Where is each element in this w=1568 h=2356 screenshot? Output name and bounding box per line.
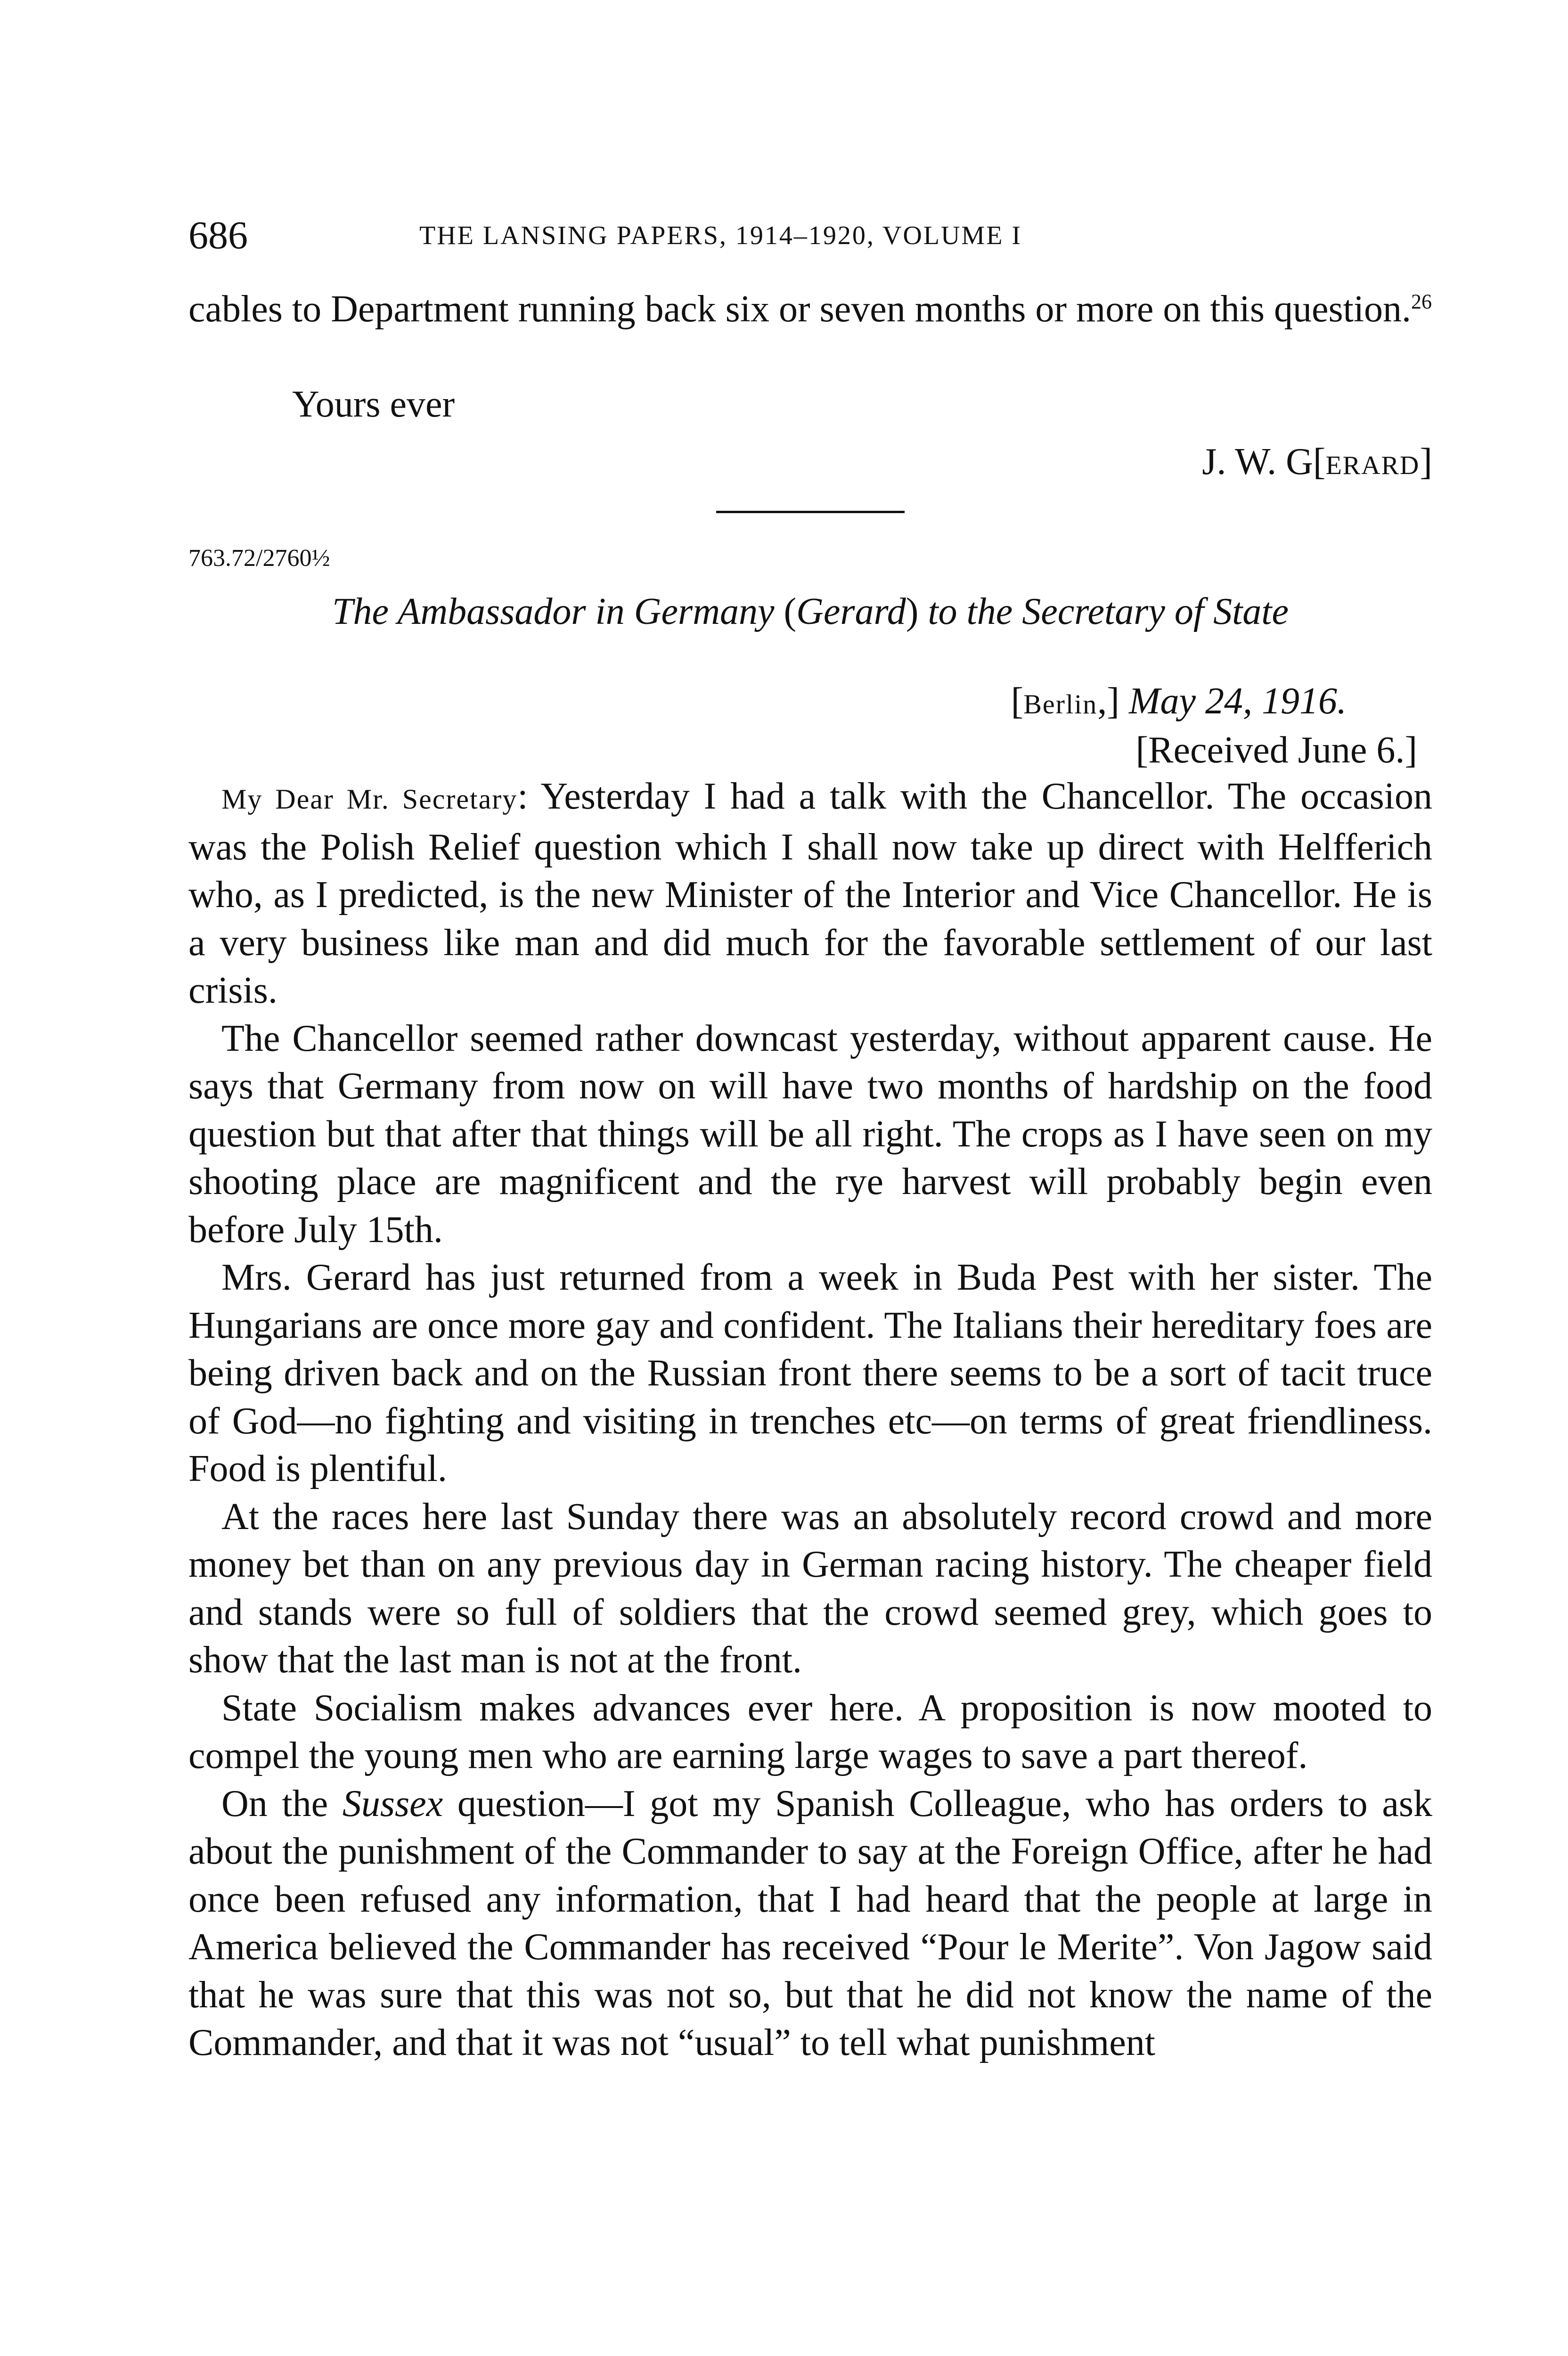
title-part-1: The Ambassador in Germany <box>332 591 784 632</box>
file-number: 763.72/2760½ <box>188 545 330 572</box>
salutation-colon: : <box>517 776 541 817</box>
footnote-reference: 26 <box>1411 290 1432 313</box>
received-date: [Received June 6.] <box>1135 729 1417 771</box>
ship-name: Sussex <box>342 1783 443 1824</box>
place-bracket-open: [ <box>1011 680 1024 722</box>
letter-closing: Yours ever <box>292 384 455 425</box>
title-name: Gerard <box>796 591 906 632</box>
paragraph-3: Mrs. Gerard has just returned from a week in Buda Pest with her sister. The Hungarians are once more gay and confident. The Italians their hereditary foes are being driven back and on the Russian front there seems to be a sort of tacit truce of God—no fighting and visiting in trenches etc—on terms of great friendliness. Food is plentiful. <box>188 1257 1432 1489</box>
paragraph-1 <box>188 773 1432 1015</box>
page-number: 686 <box>188 213 248 257</box>
section-divider <box>716 511 905 513</box>
signature-initials: J. W. G[ <box>1202 441 1326 483</box>
place: Berlin <box>1023 689 1098 720</box>
letter-body <box>188 773 1432 2067</box>
signature-bracket: ] <box>1420 441 1432 483</box>
paragraph-6 <box>188 1780 1432 2067</box>
paragraph-4: At the races here last Sunday there was an absolutely record crowd and more money bet than on any previous day in German racing history. The cheaper field and stands were so full of soldiers that the crowd seemed grey, which goes to show that the last man is not at the front. <box>188 1496 1432 1681</box>
place-bracket-close: ,] <box>1097 680 1129 722</box>
title-paren-close: ) <box>906 591 919 632</box>
paragraph-1-text: Yesterday I had a talk with the Chancellor. The occasion was the Polish Relief question which I shall now take up direct with Helfferich who, as I predicted, is the new Minister of the Interior and Vice Chancellor. He is a very business like man and did much for the favorable settlement of our last crisis. <box>188 776 1432 1011</box>
document-title <box>188 588 1432 635</box>
running-title: THE LANSING PAPERS, 1914–1920, VOLUME I <box>419 221 1022 250</box>
title-paren-open: ( <box>784 591 797 632</box>
salutation: My Dear Mr. Secretary <box>221 784 518 815</box>
place-date-line <box>1011 678 1347 728</box>
paragraph-5: State Socialism makes advances ever here. A proposition is now mooted to compel the young men who are earning large wages to save a part thereof. <box>188 1687 1432 1776</box>
page-header <box>188 207 1432 264</box>
title-part-2: to the Secretary of State <box>918 591 1289 632</box>
signature <box>1202 436 1432 491</box>
signature-surname: ERARD <box>1325 451 1420 480</box>
paragraph-6-start: On the <box>221 1783 343 1824</box>
paragraph-6-text: question—I got my Spanish Colleague, who has orders to ask about the punishment of the Commander to say at the Foreign Office, after he had once been refused any information, that I had heard that the people at large in America believed the Commander has received “Pour le Merite”. Von Jagow said that he was sure that this was not so, but that he did not know the name of the Commander, and that it was not “usual” to tell what punishment <box>188 1783 1432 2063</box>
previous-letter-end <box>188 285 1432 333</box>
letter-date: May 24, 1916. <box>1128 680 1347 722</box>
continued-text: cables to Department running back six or seven months or more on this question. <box>188 288 1412 330</box>
continued-paragraph <box>188 285 1432 333</box>
paragraph-2: The Chancellor seemed rather downcast yesterday, without apparent cause. He says that Germany from now on will have two months of hardship on the food question but that after that things will be all right. The crops as I have seen on my shooting place are magnificent and the rye harvest will probably begin even before July 15th. <box>188 1017 1432 1251</box>
